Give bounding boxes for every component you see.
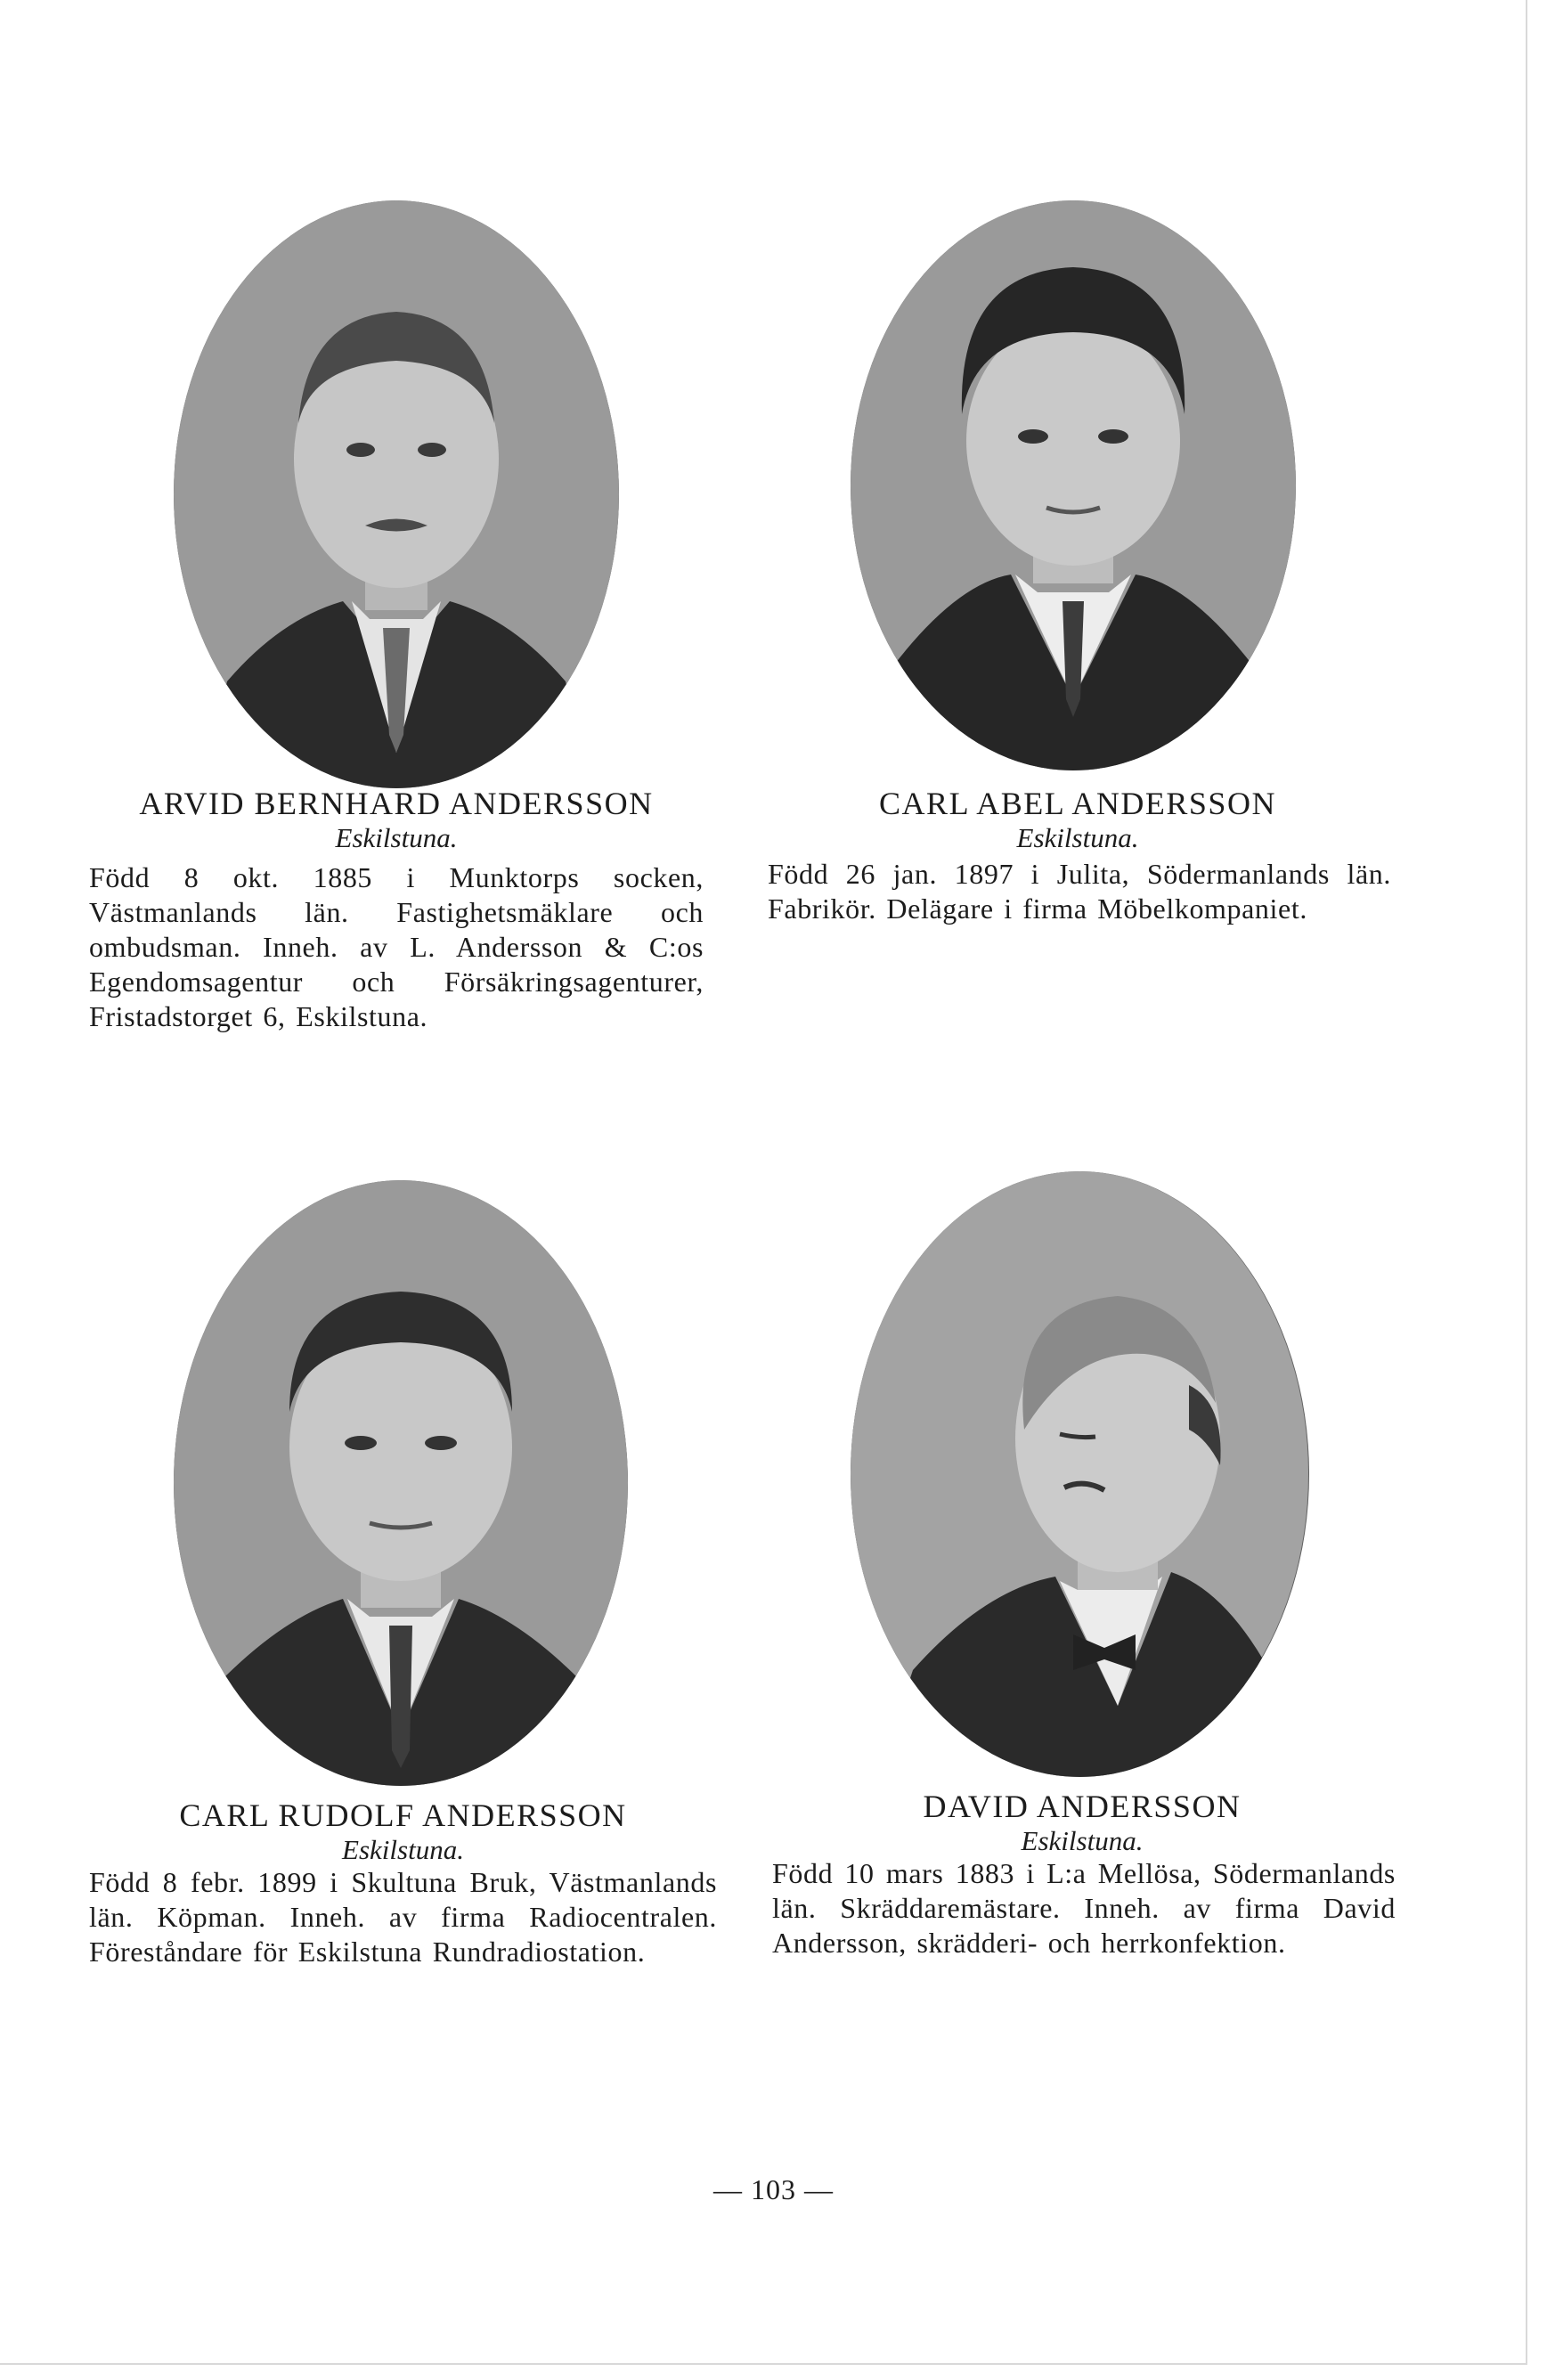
entry-4-name: DAVID ANDERSSON (923, 1789, 1242, 1824)
entry-4-bio: Född 10 mars 1883 i L:a Mellösa, Södermanlands län. Skräddaremästare. Inneh. av firma David Andersson, skrädderi- och herrkonfektion. (772, 1857, 1396, 1959)
entry-2-name: CARL ABEL ANDERSSON (879, 786, 1276, 821)
entry-1-name: ARVID BERNHARD ANDERSSON (139, 786, 654, 821)
entry-3-header (89, 1797, 717, 1867)
portrait-david-andersson (851, 1171, 1309, 1777)
page-number: — 103 — (713, 2173, 834, 2205)
portrait-carl-rudolf-andersson (174, 1180, 628, 1786)
entry-2-place: Eskilstuna. (1016, 822, 1139, 853)
entry-3-place: Eskilstuna. (342, 1834, 464, 1865)
portrait-arvid-bernhard-andersson (174, 200, 619, 788)
entry-1-header (89, 786, 704, 855)
entry-2-bio: Född 26 jan. 1897 i Julita, Södermanlands län. Fabrikör. Delägare i firma Möbelkompaniet. (768, 858, 1391, 925)
entry-4-place: Eskilstuna. (1021, 1825, 1144, 1856)
entry-1-bio: Född 8 okt. 1885 i Munktorps socken, Västmanlands län. Fastighetsmäklare och ombudsman. Inneh. av L. Andersson & C:os Egendomsagentur och Försäkringsagenturer, Fristadstorget 6, Eskilstuna. (89, 861, 704, 1032)
entry-3-name: CARL RUDOLF ANDERSSON (179, 1797, 627, 1833)
entry-3-bio: Född 8 febr. 1899 i Skultuna Bruk, Västmanlands län. Köpman. Inneh. av firma Radiocentralen. Föreståndare för Eskilstuna Rundradiostation. (89, 1866, 717, 1968)
portrait-carl-abel-andersson (851, 200, 1296, 770)
entry-4-header (770, 1789, 1394, 1858)
entry-1-place: Eskilstuna. (335, 822, 458, 853)
entry-2-header (766, 786, 1389, 855)
